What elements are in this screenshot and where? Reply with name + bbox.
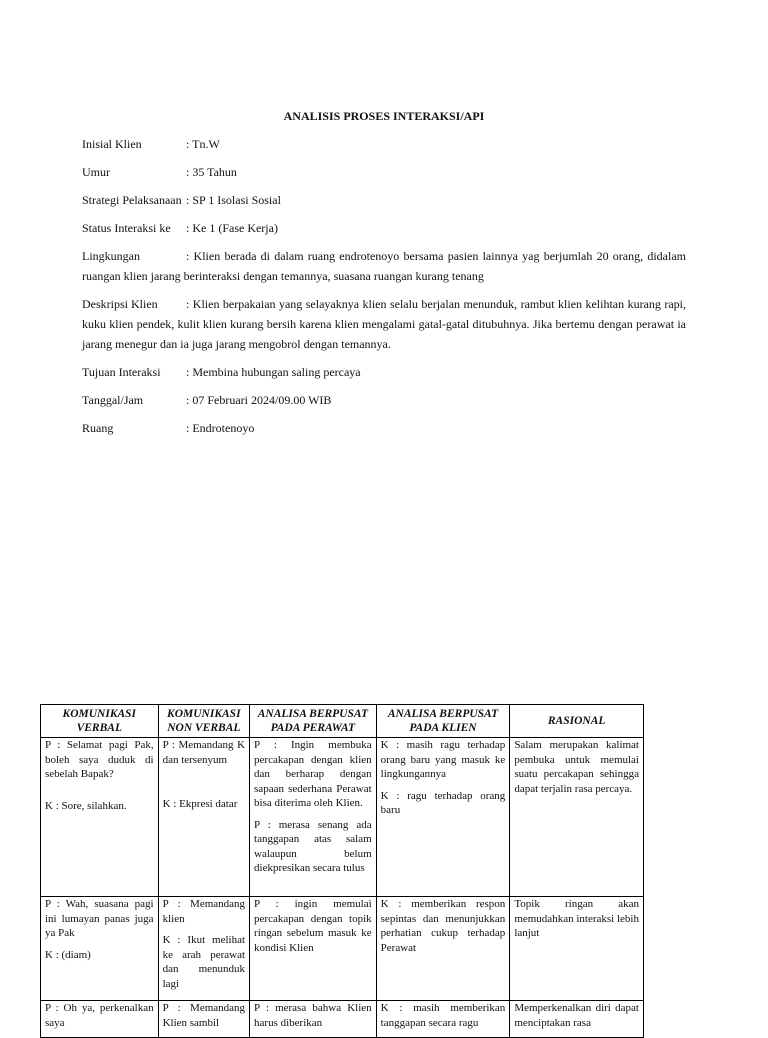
info-label: Lingkungan bbox=[82, 249, 140, 263]
rasional-text: Topik ringan akan memudahkan interaksi lebih lanjut bbox=[514, 898, 639, 939]
info-row-tujuan bbox=[82, 362, 686, 382]
info-row-strategi bbox=[82, 190, 686, 210]
cell-verbal bbox=[41, 897, 159, 1001]
cell-nonverbal bbox=[158, 738, 249, 897]
analisa-klien-2: K : ragu terhadap orang baru bbox=[380, 789, 506, 816]
info-value: : 35 Tahun bbox=[186, 165, 237, 179]
cell-rasional bbox=[510, 738, 644, 897]
analisa-klien-1: K : masih memberikan tanggapan secara ragu bbox=[380, 1002, 506, 1029]
verbal-klien: K : (diam) bbox=[45, 948, 91, 961]
cell-rasional bbox=[510, 897, 644, 1001]
analisa-perawat-2: P : merasa senang ada tanggapan atas salam walaupun belum diekpresikan secara tulus bbox=[254, 818, 372, 874]
info-label: Deskripsi Klien bbox=[82, 297, 158, 311]
cell-nonverbal bbox=[158, 1001, 249, 1038]
info-label: Status Interaksi ke bbox=[82, 221, 171, 235]
table-row bbox=[41, 738, 644, 897]
cell-rasional bbox=[510, 1001, 644, 1038]
nonverbal-perawat: P : Memandang K dan tersenyum bbox=[162, 739, 246, 766]
info-value: : Endrotenoyo bbox=[186, 421, 255, 435]
header-analisa-perawat: ANALISA BERPUSAT PADA PERAWAT bbox=[250, 705, 377, 738]
lingkungan-line-2: ruangan klien jarang berinteraksi dengan temannya, suasana ruangan kurang tenang bbox=[82, 269, 484, 283]
cell-verbal bbox=[41, 1001, 159, 1038]
info-row-ruang bbox=[82, 418, 686, 438]
info-row-deskripsi bbox=[82, 294, 686, 354]
info-label: Inisial Klien bbox=[82, 137, 142, 151]
cell-nonverbal bbox=[158, 897, 249, 1001]
nonverbal-klien: K : Ikut melihat ke arah perawat dan menunduk lagi bbox=[162, 934, 246, 990]
info-row-inisial bbox=[82, 134, 686, 154]
cell-verbal bbox=[41, 738, 159, 897]
interaction-table bbox=[40, 704, 644, 1038]
info-row-lingkungan bbox=[82, 246, 686, 286]
nonverbal-perawat: P : Memandang klien bbox=[162, 898, 246, 925]
info-label: Umur bbox=[82, 165, 110, 179]
info-value: : SP 1 Isolasi Sosial bbox=[186, 193, 281, 207]
rasional-text: Salam merupakan kalimat pembuka untuk memulai suatu percakapan sehingga dapat terjalin rasa percaya. bbox=[514, 739, 639, 795]
info-label: Ruang bbox=[82, 421, 114, 435]
verbal-perawat: P : Wah, suasana pagi ini lumayan panas juga ya Pak bbox=[45, 898, 154, 939]
info-row-tanggal bbox=[82, 390, 686, 410]
cell-analisa-perawat bbox=[250, 897, 377, 1001]
verbal-klien: K : Sore, silahkan. bbox=[45, 799, 127, 812]
info-value: : Tn.W bbox=[186, 137, 220, 151]
cell-analisa-klien bbox=[376, 738, 510, 897]
header-komunikasi-non-verbal: KOMUNIKASI NON VERBAL bbox=[158, 705, 249, 738]
analisa-perawat-1: P : Ingin membuka percakapan dengan klien dan berharap dengan sapaan sederhana Perawat bisa diterima oleh Klien. bbox=[254, 739, 372, 809]
verbal-perawat: P : Oh ya, perkenalkan saya bbox=[45, 1002, 154, 1029]
cell-analisa-perawat bbox=[250, 1001, 377, 1038]
info-value: : Membina hubungan saling percaya bbox=[186, 365, 361, 379]
rasional-text: Memperkenalkan diri dapat menciptakan rasa bbox=[514, 1002, 639, 1029]
info-value: : Ke 1 (Fase Kerja) bbox=[186, 221, 278, 235]
page-title: ANALISIS PROSES INTERAKSI/API bbox=[283, 109, 485, 123]
table-header-row bbox=[41, 705, 644, 738]
deskripsi-text: : Klien berpakaian yang selayaknya klien selalu berjalan menunduk, rambut klien kelihtan kurang rapi, kuku klien pendek, kulit klien kurang bersih karena klien mengalami gatal-gatal ditubuhnya. Jika bertemu dengan perawat ia jarang menegur dan ia juga jarang mengobrol dengan temannya. bbox=[82, 297, 686, 351]
table-row bbox=[41, 897, 644, 1001]
info-row-status bbox=[82, 218, 686, 238]
analisa-klien-1: K : masih ragu terhadap orang baru yang masuk ke lingkungannya bbox=[380, 739, 506, 780]
header-analisa-klien: ANALISA BERPUSAT PADA KLIEN bbox=[376, 705, 510, 738]
table-row bbox=[41, 1001, 644, 1038]
info-value: : 07 Februari 2024/09.00 WIB bbox=[186, 393, 332, 407]
verbal-perawat: P : Selamat pagi Pak, boleh saya duduk di sebelah Bapak? bbox=[45, 739, 154, 780]
cell-analisa-klien bbox=[376, 897, 510, 1001]
info-label: Tanggal/Jam bbox=[82, 393, 144, 407]
header-komunikasi-verbal: KOMUNIKASI VERBAL bbox=[41, 705, 159, 738]
lingkungan-line-1: : Klien berada di dalam ruang endrotenoyo bersama pasien lainnya yag berjumlah 20 orang, didalam bbox=[186, 249, 686, 263]
info-label: Tujuan Interaksi bbox=[82, 365, 161, 379]
analisa-klien-1: K : memberikan respon sepintas dan menunjukkan perhatian cukup terhadap Perawat bbox=[380, 898, 506, 954]
info-label: Strategi Pelaksanaan bbox=[82, 193, 182, 207]
analisa-perawat-1: P : merasa bahwa Klien harus diberikan bbox=[254, 1002, 372, 1029]
cell-analisa-perawat bbox=[250, 738, 377, 897]
cell-analisa-klien bbox=[376, 1001, 510, 1038]
nonverbal-perawat: P : Memandang Klien sambil bbox=[162, 1002, 246, 1029]
nonverbal-klien: K : Ekpresi datar bbox=[162, 798, 238, 810]
header-rasional: RASIONAL bbox=[510, 705, 644, 738]
info-row-umur bbox=[82, 162, 686, 182]
analisa-perawat-1: P : ingin memulai percakapan dengan topik ringan sebelum masuk ke kondisi Klien bbox=[254, 898, 372, 954]
